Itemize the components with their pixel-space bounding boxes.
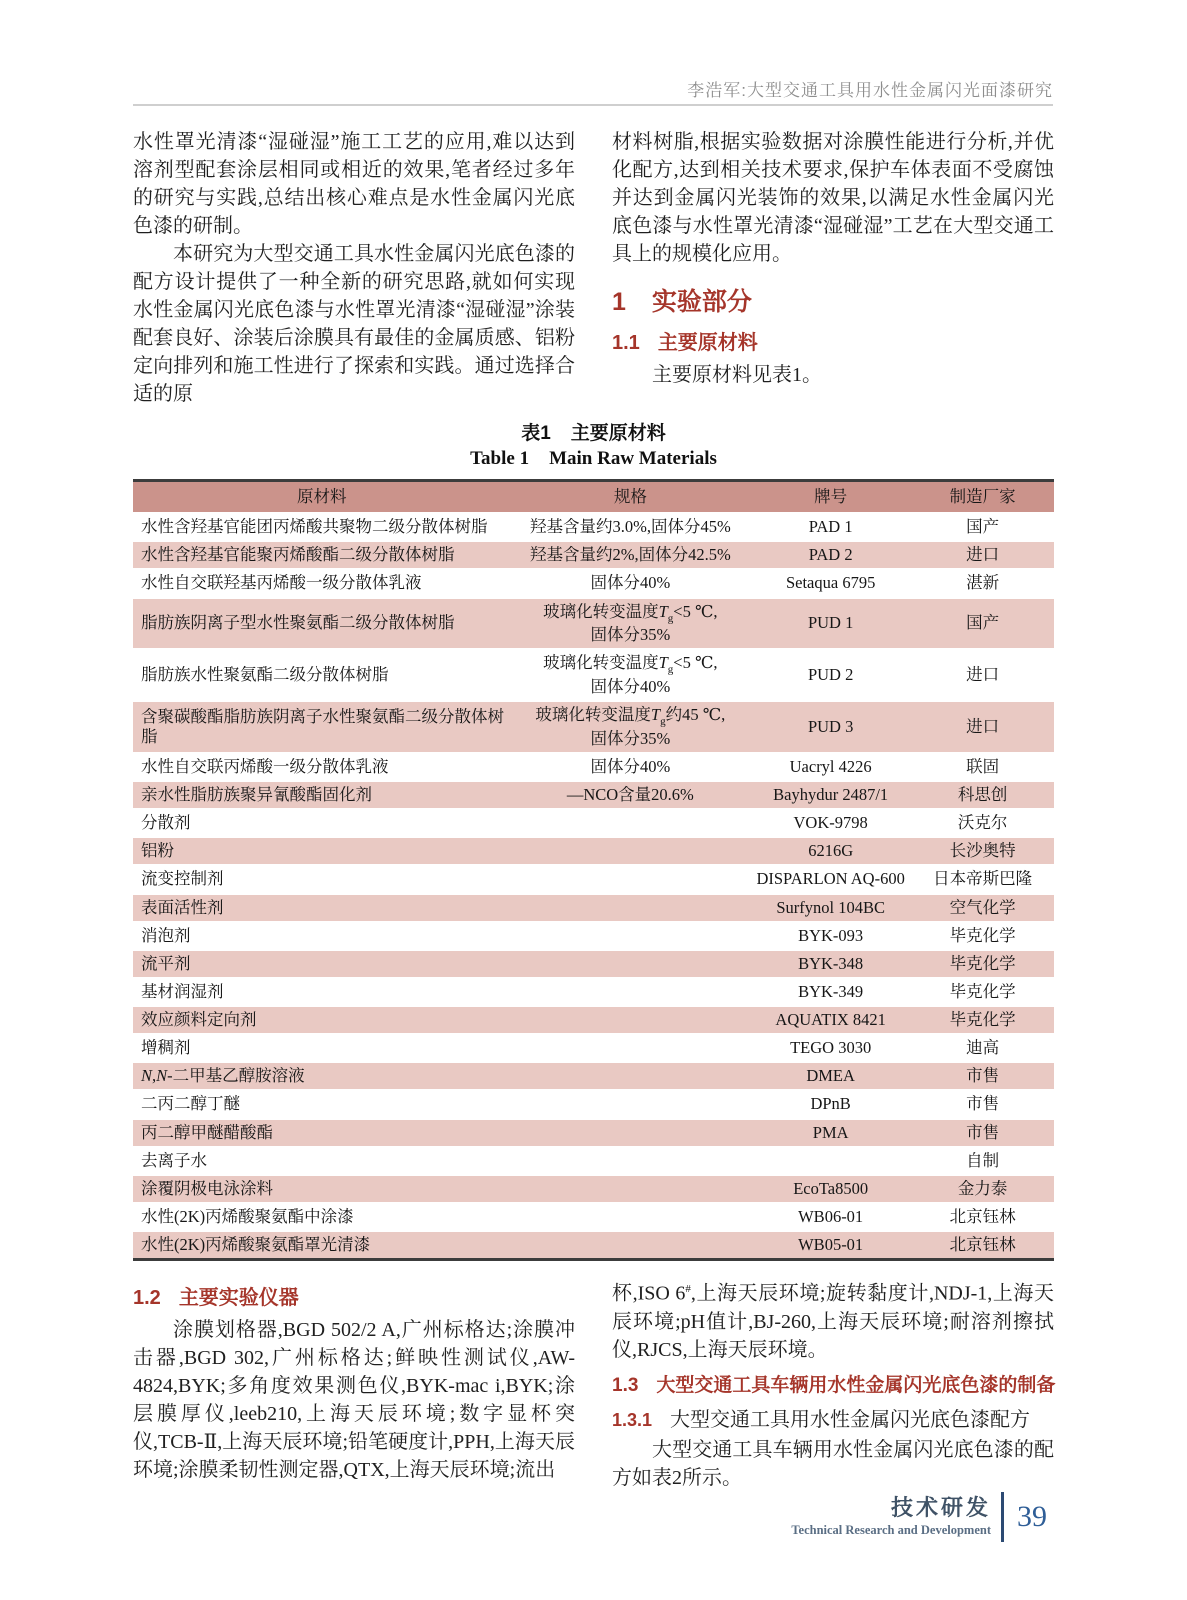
cell-spec xyxy=(511,1062,750,1090)
cell-spec xyxy=(511,978,750,1006)
cell-brand: PAD 2 xyxy=(750,541,911,569)
section-number: 1.3 xyxy=(612,1374,639,1396)
cell-spec xyxy=(511,1034,750,1062)
cell-spec xyxy=(511,1006,750,1034)
cell-spec xyxy=(511,1231,750,1260)
cell-raw-material: 水性(2K)丙烯酸聚氨酯罩光清漆 xyxy=(133,1231,511,1260)
cell-raw-material: 水性含羟基官能聚丙烯酸酯二级分散体树脂 xyxy=(133,541,511,569)
table-title-zh xyxy=(133,418,1054,445)
section-number: 1.2 xyxy=(133,1287,161,1310)
cell-manufacturer: 国产 xyxy=(966,517,1000,537)
cell-brand: AQUATIX 8421 xyxy=(750,1006,911,1034)
cell-brand: WB06-01 xyxy=(798,1206,864,1226)
cell-brand: Surfynol 104BC xyxy=(750,894,911,922)
section-number: 1.1 xyxy=(612,332,640,354)
cell-raw-material: 二丙二醇丁醚 xyxy=(141,1094,240,1114)
table-row xyxy=(133,1203,1054,1231)
cell-brand: Setaqua 6795 xyxy=(785,573,876,593)
cell-brand: BYK-093 xyxy=(798,925,864,945)
footer-divider xyxy=(1001,1492,1004,1542)
table-row xyxy=(133,1119,1054,1147)
cell-raw-material: 效应颜料定向剂 xyxy=(133,1006,511,1034)
cell-manufacturer: 沃克尔 xyxy=(957,813,1008,833)
bottom-right-column xyxy=(612,1275,1054,1492)
cell-brand: Uacryl 4226 xyxy=(789,756,872,776)
cell-brand: DPnB xyxy=(810,1094,851,1114)
table-row xyxy=(133,649,1054,701)
paragraph: 水性罩光清漆“湿碰湿”施工工艺的应用,难以达到溶剂型配套涂层相同或相近的效果,笔者经过多年的研究与实践,总结出核心难点是水性金属闪光底色漆的研制。 xyxy=(133,131,575,237)
cell-manufacturer: 毕克化学 xyxy=(911,950,1054,978)
table-row xyxy=(133,1006,1054,1034)
page-number: 39 xyxy=(1017,1500,1047,1533)
cell-spec: —NCO含量20.6% xyxy=(511,781,750,809)
column-header-spec: 规格 xyxy=(511,481,750,514)
table-row xyxy=(133,781,1054,809)
cell-spec: 羟基含量约2%,固体分42.5% xyxy=(511,541,750,569)
table-header-row xyxy=(133,481,1054,514)
intro-right-column xyxy=(612,128,1054,408)
column-header-brand: 牌号 xyxy=(750,481,911,514)
cell-brand: VOK-9798 xyxy=(793,813,868,833)
cell-raw-material: 亲水性脂肪族聚异氰酸酯固化剂 xyxy=(133,781,511,809)
table1-block xyxy=(133,418,1054,1261)
table-row xyxy=(133,978,1054,1006)
section-heading-1-1 xyxy=(612,326,1054,355)
cell-raw-material: 脂肪族阴离子型水性聚氨酯二级分散体树脂 xyxy=(133,598,511,650)
cell-manufacturer: 湛新 xyxy=(966,573,1000,593)
table-label: 表1 xyxy=(521,423,551,444)
cell-raw-material: 表面活性剂 xyxy=(133,894,511,922)
cell-manufacturer: 市售 xyxy=(966,1094,1000,1114)
running-head: 李浩军:大型交通工具用水性金属闪光面漆研究 xyxy=(687,81,1053,100)
cell-brand: DMEA xyxy=(750,1062,911,1090)
table-row xyxy=(133,598,1054,650)
cell-brand: PMA xyxy=(750,1119,911,1147)
cell-manufacturer: 科思创 xyxy=(911,781,1054,809)
column-header-manufacturer: 制造厂家 xyxy=(911,481,1054,514)
table-row xyxy=(133,922,1054,950)
footer-section-labels xyxy=(791,1496,991,1537)
cell-raw-material: N,N-二甲基乙醇胺溶液 xyxy=(133,1062,511,1090)
cell-manufacturer: 自制 xyxy=(966,1150,1000,1170)
table-row xyxy=(133,569,1054,597)
paragraph: 涂膜划格器,BGD 502/2 A,广州标格达;涂膜冲击器,BGD 302,广州标格达;鲜映性测试仪,AW-4824,BYK;多角度效果测色仪,BYK-mac i,BYK;涂层膜厚仪,leeb210,上海天辰环境;数字显杯突仪,TCB-Ⅱ,上海天辰环境;铅笔硬度计,PPH,上海天辰环境;涂膜柔韧性测定器,QTX,上海天辰环境;流出 xyxy=(133,1319,575,1482)
cell-raw-material: 水性自交联丙烯酸一级分散体乳液 xyxy=(141,756,389,776)
paragraph: 本研究为大型交通工具水性金属闪光底色漆的配方设计提供了一种全新的研究思路,就如何实现水性金属闪光底色漆与水性罩光清漆“湿碰湿”涂装配套良好、涂装后涂膜具有最佳的金属质感、铝粉定向排列和施工性进行了探索和实践。通过选择合适的原 xyxy=(133,243,575,405)
footer-section-label-en: Technical Research and Development xyxy=(791,1522,991,1537)
table-row xyxy=(133,1147,1054,1175)
cell-spec xyxy=(511,1203,750,1231)
table1-body xyxy=(133,513,1054,1260)
cell-brand: BYK-348 xyxy=(750,950,911,978)
section-heading-1-3-1 xyxy=(612,1403,1054,1432)
cell-brand: WB05-01 xyxy=(750,1231,911,1260)
table-row xyxy=(133,1175,1054,1203)
cell-raw-material: 增稠剂 xyxy=(141,1038,191,1058)
cell-brand: PAD 1 xyxy=(808,517,853,537)
cell-manufacturer: 毕克化学 xyxy=(949,925,1016,945)
intro-columns xyxy=(133,128,1054,408)
column-header-raw-material: 原材料 xyxy=(133,481,511,514)
cell-brand: PUD 1 xyxy=(750,598,911,650)
cell-spec xyxy=(511,894,750,922)
section-title: 大型交通工具车辆用水性金属闪光底色漆的制备 xyxy=(656,1374,1056,1396)
cell-manufacturer: 进口 xyxy=(966,665,1000,685)
section-title: 实验部分 xyxy=(651,288,752,316)
paragraph: 大型交通工具车辆用水性金属闪光底色漆的配方如表2所示。 xyxy=(612,1438,1054,1489)
cell-spec: 固体分40% xyxy=(590,573,671,593)
header-divider xyxy=(133,104,1053,106)
section-title: 主要原材料 xyxy=(657,332,758,354)
table-row xyxy=(133,894,1054,922)
section-number: 1.3.1 xyxy=(612,1409,653,1430)
cell-spec xyxy=(511,1090,750,1118)
table-row xyxy=(133,753,1054,781)
table-row xyxy=(133,1231,1054,1260)
cell-manufacturer: 联固 xyxy=(966,756,1000,776)
cell-raw-material: 水性自交联羟基丙烯酸一级分散体乳液 xyxy=(141,573,422,593)
cell-spec xyxy=(511,950,750,978)
cell-manufacturer: 北京钰林 xyxy=(911,1231,1054,1260)
cell-raw-material: 基材润湿剂 xyxy=(141,981,224,1001)
section-title: 主要实验仪器 xyxy=(178,1287,299,1310)
table-row xyxy=(133,1062,1054,1090)
cell-manufacturer: 空气化学 xyxy=(911,894,1054,922)
cell-manufacturer: 进口 xyxy=(911,701,1054,753)
section-title: 大型交通工具用水性金属闪光底色漆配方 xyxy=(670,1408,1031,1431)
cell-raw-material: 流变控制剂 xyxy=(141,869,224,889)
section-heading-1 xyxy=(612,282,1054,318)
table-row xyxy=(133,837,1054,865)
cell-spec xyxy=(511,1119,750,1147)
cell-spec xyxy=(511,922,750,950)
table-row xyxy=(133,541,1054,569)
table-row xyxy=(133,1034,1054,1062)
paragraph: 杯,ISO 6#,上海天辰环境;旋转黏度计,NDJ-1,上海天辰环境;pH值计,BJ-260,上海天辰环境;耐溶剂擦拭仪,RJCS,上海天辰环境。 xyxy=(612,1282,1054,1361)
cell-raw-material: 丙二醇甲醚醋酸酯 xyxy=(133,1119,511,1147)
cell-brand: BYK-349 xyxy=(798,981,864,1001)
cell-manufacturer: 长沙奥特 xyxy=(911,837,1054,865)
cell-raw-material: 流平剂 xyxy=(133,950,511,978)
cell-raw-material: 水性含羟基官能团丙烯酸共聚物二级分散体树脂 xyxy=(141,517,488,537)
bottom-columns xyxy=(133,1275,1054,1492)
cell-brand: EcoTa8500 xyxy=(750,1175,911,1203)
table-title-text-en: Main Raw Materials xyxy=(549,448,717,469)
cell-brand: PUD 2 xyxy=(807,665,854,685)
cell-spec: 玻璃化转变温度$T_g<5$ ℃, 固体分40% xyxy=(543,653,718,697)
section-heading-1-2 xyxy=(133,1281,575,1310)
cell-manufacturer: 毕克化学 xyxy=(911,1006,1054,1034)
table-row xyxy=(133,809,1054,837)
raw-materials-table xyxy=(133,479,1054,1261)
footer-section-label: 技术研发 xyxy=(890,1495,991,1521)
cell-spec: 固体分40% xyxy=(590,756,671,776)
intro-left-column xyxy=(133,128,575,408)
table-title-en xyxy=(133,448,1054,470)
cell-brand xyxy=(750,1147,911,1175)
bottom-left-column xyxy=(133,1275,575,1492)
cell-spec xyxy=(511,1147,750,1175)
cell-raw-material: 脂肪族水性聚氨酯二级分散体树脂 xyxy=(141,665,389,685)
table-title-text: 主要原材料 xyxy=(570,423,666,444)
cell-spec xyxy=(511,1175,750,1203)
cell-brand: DISPARLON AQ-600 xyxy=(756,869,905,889)
section-number: 1 xyxy=(612,288,626,316)
table-label-en: Table 1 xyxy=(470,448,530,469)
cell-raw-material: 含聚碳酸酯脂肪族阴离子水性聚氨酯二级分散体树脂 xyxy=(133,701,511,753)
cell-raw-material: 涂覆阴极电泳涂料 xyxy=(133,1175,511,1203)
section-heading-1-3 xyxy=(612,1370,1054,1397)
table-row xyxy=(133,950,1054,978)
cell-manufacturer: 金力泰 xyxy=(911,1175,1054,1203)
cell-brand: PUD 3 xyxy=(750,701,911,753)
table-row xyxy=(133,865,1054,893)
cell-raw-material: 消泡剂 xyxy=(141,925,191,945)
cell-raw-material: 去离子水 xyxy=(141,1150,207,1170)
cell-spec: 羟基含量约3.0%,固体分45% xyxy=(529,517,731,537)
table-row xyxy=(133,513,1054,541)
cell-brand: Bayhydur 2487/1 xyxy=(750,781,911,809)
cell-spec xyxy=(511,865,750,893)
cell-manufacturer: 国产 xyxy=(911,598,1054,650)
page-footer xyxy=(791,1492,1047,1542)
table-row xyxy=(133,701,1054,753)
cell-manufacturer: 毕克化学 xyxy=(949,981,1016,1001)
paragraph: 主要原材料见表1。 xyxy=(652,364,822,386)
cell-spec xyxy=(511,809,750,837)
cell-brand: TEGO 3030 xyxy=(790,1038,872,1058)
cell-raw-material: 分散剂 xyxy=(141,813,191,833)
cell-manufacturer: 北京钰林 xyxy=(949,1206,1016,1226)
cell-manufacturer: 市售 xyxy=(911,1062,1054,1090)
cell-spec: 玻璃化转变温度$T_g$约45 ℃, 固体分35% xyxy=(511,701,750,753)
cell-spec: 玻璃化转变温度$T_g<5$ ℃, 固体分35% xyxy=(511,598,750,650)
cell-raw-material: 水性(2K)丙烯酸聚氨酯中涂漆 xyxy=(141,1206,354,1226)
cell-manufacturer: 进口 xyxy=(911,541,1054,569)
cell-spec xyxy=(511,837,750,865)
cell-manufacturer: 日本帝斯巴隆 xyxy=(933,869,1033,889)
cell-raw-material: 铝粉 xyxy=(133,837,511,865)
paragraph: 材料树脂,根据实验数据对涂膜性能进行分析,并优化配方,达到相关技术要求,保护车体表面不受腐蚀并达到金属闪光装饰的效果,以满足水性金属闪光底色漆与水性罩光清漆“湿碰湿”工艺在大型交通工具上的规模化应用。 xyxy=(612,131,1054,265)
cell-manufacturer: 市售 xyxy=(911,1119,1054,1147)
cell-manufacturer: 迪高 xyxy=(966,1038,1000,1058)
cell-brand: 6216G xyxy=(750,837,911,865)
page-content xyxy=(133,128,1054,1492)
table-row xyxy=(133,1090,1054,1118)
